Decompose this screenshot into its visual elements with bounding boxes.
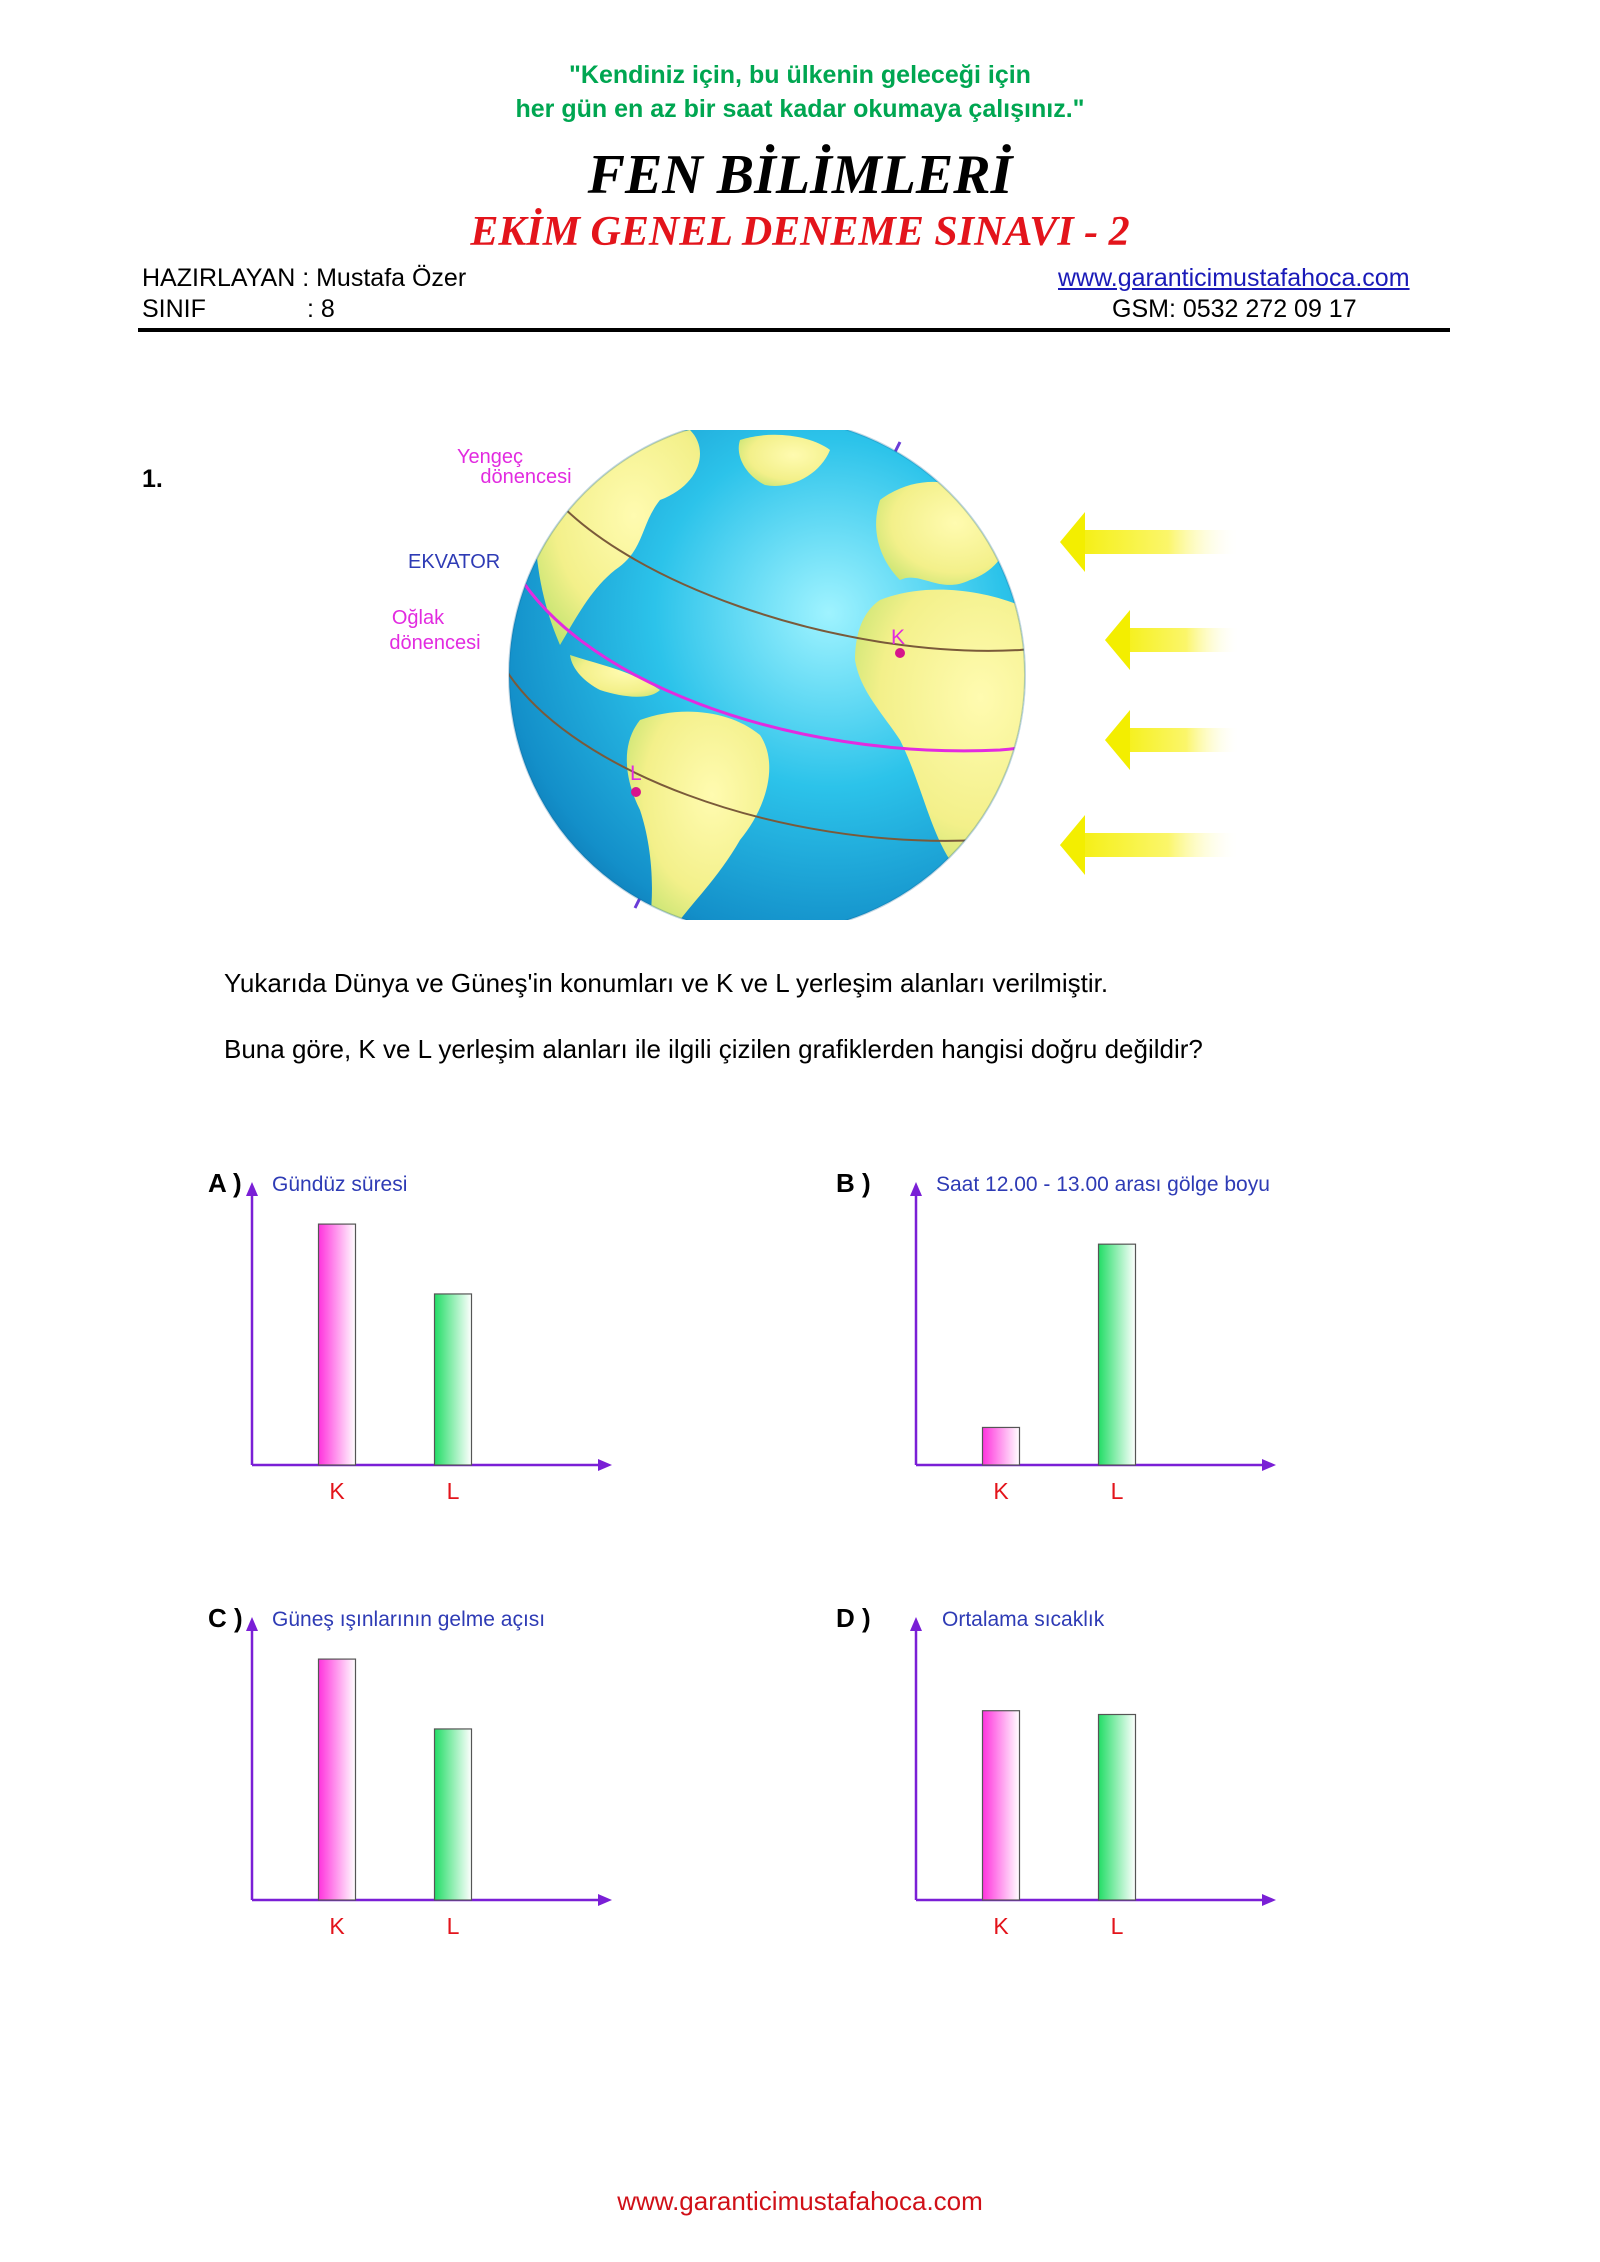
globe-icon (460, 430, 1130, 920)
bar-k (983, 1427, 1020, 1465)
category-label-l: L (446, 1913, 460, 1939)
bar-k (319, 1224, 356, 1465)
category-label-l: L (446, 1478, 460, 1504)
capricorn-label-2: dönencesi (389, 632, 481, 654)
sun-ray-arrow-icon (1060, 815, 1240, 875)
bar-l (435, 1729, 472, 1900)
chart-c (240, 1615, 620, 1955)
point-k-label: K (891, 626, 906, 649)
question-text-2: Buna göre, K ve L yerleşim alanları ile ilgili çizilen grafiklerden hangisi doğru değildir? (224, 1034, 1203, 1064)
option-c-letter[interactable]: C ) (208, 1603, 243, 1633)
sun-ray-arrow-icon (1105, 710, 1240, 770)
question-number: 1. (142, 465, 163, 493)
bar-k (319, 1659, 356, 1900)
point-l-label: L (630, 762, 642, 785)
sun-rays (1060, 512, 1240, 875)
option-c-title: Güneş ışınlarının gelme açısı (272, 1608, 546, 1631)
y-axis-arrow-icon (246, 1182, 258, 1196)
cancer-label-2: dönencesi (480, 466, 572, 488)
y-axis-arrow-icon (246, 1617, 258, 1631)
category-label-k: K (329, 1478, 345, 1504)
option-a-title: Gündüz süresi (272, 1173, 408, 1196)
bar-l (1099, 1715, 1136, 1901)
bar-k (983, 1711, 1020, 1900)
sun-ray-arrow-icon (1105, 610, 1240, 670)
category-label-k: K (993, 1478, 1009, 1504)
page-title: FEN BİLİMLERİ (587, 144, 1013, 206)
category-label-k: K (993, 1913, 1009, 1939)
cancer-label-1: Yengeç (457, 446, 523, 468)
class-value: : 8 (307, 295, 335, 323)
chart-b (904, 1180, 1284, 1520)
footer-website[interactable]: www.garanticimustafahoca.com (617, 2186, 983, 2216)
category-label-l: L (1110, 1478, 1124, 1504)
chart-d (904, 1615, 1284, 1955)
option-d-letter[interactable]: D ) (836, 1603, 871, 1633)
y-axis-arrow-icon (910, 1182, 922, 1196)
category-label-k: K (329, 1913, 345, 1939)
header-divider (138, 328, 1450, 332)
question-text-1: Yukarıda Dünya ve Güneş'in konumları ve K ve L yerleşim alanları verilmiştir. (224, 968, 1109, 998)
chart-a (240, 1180, 620, 1520)
x-axis-arrow-icon (1262, 1894, 1276, 1906)
point-l-marker (631, 787, 641, 797)
category-label-l: L (1110, 1913, 1124, 1939)
exam-subtitle: EKİM GENEL DENEME SINAVI - 2 (470, 209, 1130, 255)
quote-line-2: her gün en az bir saat kadar okumaya çalışınız." (515, 95, 1085, 123)
capricorn-label-1: Oğlak (391, 607, 445, 629)
bar-l (435, 1294, 472, 1465)
option-b-letter[interactable]: B ) (836, 1168, 871, 1198)
point-k-marker (895, 648, 905, 658)
equator-label: EKVATOR (408, 551, 501, 573)
quote-line-1: "Kendiniz için, bu ülkenin geleceği için (569, 61, 1031, 89)
website-link[interactable]: www.garanticimustafahoca.com (1058, 264, 1410, 292)
x-axis-arrow-icon (1262, 1459, 1276, 1471)
option-d-title: Ortalama sıcaklık (942, 1608, 1105, 1631)
option-a-letter[interactable]: A ) (208, 1168, 242, 1198)
author-label: HAZIRLAYAN : Mustafa Özer (142, 264, 467, 292)
sun-ray-arrow-icon (1060, 512, 1240, 572)
earth-figure (360, 430, 1260, 920)
class-label: SINIF (142, 295, 206, 323)
x-axis-arrow-icon (598, 1894, 612, 1906)
phone-number: GSM: 0532 272 09 17 (1112, 295, 1357, 323)
bar-l (1099, 1244, 1136, 1465)
x-axis-arrow-icon (598, 1459, 612, 1471)
option-b-title: Saat 12.00 - 13.00 arası gölge boyu (936, 1173, 1270, 1196)
y-axis-arrow-icon (910, 1617, 922, 1631)
